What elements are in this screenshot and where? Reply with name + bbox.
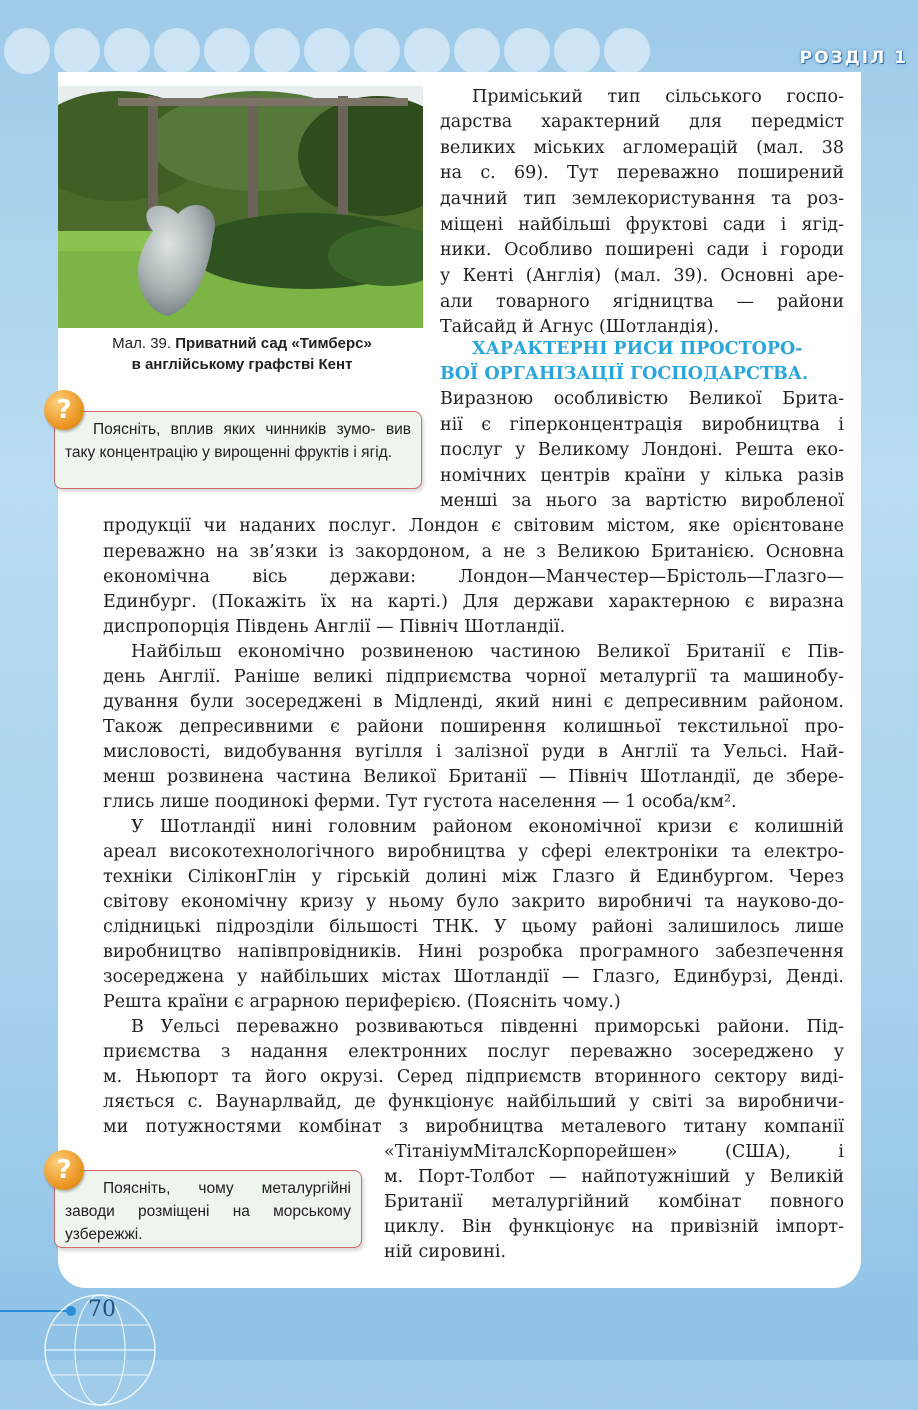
decor-circle — [4, 28, 50, 74]
text-line: ареал високотехнологічного виробництва у сфері електроніки та електро- — [103, 842, 844, 862]
text-line: Единбург. (Покажіть їх на карті.) Для держави характерною є виразна — [103, 592, 844, 612]
text-line: Решта країни є аграрною периферією. (Поясніть чому.) — [103, 992, 621, 1012]
text-line: В Уельсі переважно розвиваються південні приморські райони. Під- — [131, 1017, 844, 1037]
text-line: слідницькі підрозділи більшості ТНК. У цьому районі залишилось лише — [103, 917, 844, 937]
text-line: менш розвинена частина Великої Британії — Північ Шотландії, де збере- — [103, 767, 844, 787]
text-line: Також депресивними є райони поширення колишньої текстильної про- — [103, 717, 844, 737]
question-text: Поясніть, вплив яких чинників зумо- — [93, 421, 376, 438]
text-line: «ТітаніумМіталсКорпорейшен» (США), і — [384, 1142, 844, 1162]
question-text: узбережжі. — [65, 1226, 143, 1243]
text-line: економічна вісь держави: Лондон—Манчестер—Брістоль—Глазго— — [103, 567, 844, 587]
text-line: У Шотландії нині головним районом економічної кризи є колишній — [131, 817, 844, 837]
caption-title-line2: в англійському графстві Кент — [131, 356, 353, 373]
text-line: Найбільш економічно розвиненою частиною Великої Британії є Пів- — [131, 642, 844, 662]
text-line: нії є гіперконцентрація виробництва і — [440, 415, 844, 435]
decor-circle — [404, 28, 450, 74]
text-line: дарства характерний для передміст — [440, 112, 844, 132]
question-text: фруктів і ягід. — [294, 444, 393, 461]
text-line: виробництво напівпровідників. Нині розробка програмного забезпечення — [103, 942, 844, 962]
text-line: Британії металургійний комбінат повного — [384, 1192, 844, 1212]
question-icon: ? — [44, 1150, 84, 1190]
text-line: ній сировині. — [384, 1242, 507, 1262]
text-line: глись лише поодинокі ферми. Тут густота населення — 1 особа/км². — [103, 792, 737, 812]
text-line: продукції чи наданих послуг. Лондон є світовим містом, яке орієнтоване — [103, 516, 844, 536]
text-line: менші за нього за вартістю виробленої — [440, 491, 844, 511]
decor-circle — [604, 28, 650, 74]
text-line: ники. Особливо поширені сади і городи — [440, 240, 844, 260]
text-line: м. Порт-Толбот — найпотужніший у Великій — [384, 1167, 844, 1187]
section-label: РОЗДІЛ 1 — [799, 48, 908, 68]
text-line: диспропорція Південь Англії — Північ Шотландії. — [103, 617, 566, 637]
text-line: день Англії. Раніше великі підприємства чорної металургії та машинобу- — [103, 667, 844, 687]
text-line: Тайсайд й Агнус (Шотландія). — [440, 317, 720, 337]
text-line: циклу. Він функціонує на привізній імпорт- — [384, 1217, 844, 1237]
decor-circle — [304, 28, 350, 74]
text-line: ляється с. Ваунарлвайд, де функціонує найбільший у світі за виробничи- — [103, 1092, 844, 1112]
decor-circle — [254, 28, 300, 74]
text-line: ми потужностями комбінат з виробництва металевого титану компанії — [103, 1117, 844, 1137]
caption-title: Приватний сад «Тимберс» — [175, 335, 372, 352]
section-heading: ВОЇ ОРГАНІЗАЦІЇ ГОСПОДАРСТВА. — [440, 364, 809, 384]
text-line: м. Ньюпорт та його окрузі. Серед підприємств вторинного сектору виді- — [103, 1067, 844, 1087]
question-icon: ? — [44, 390, 84, 430]
question-text: Поясніть, чому металургійні — [103, 1180, 351, 1197]
section-heading: ХАРАКТЕРНІ РИСИ ПРОСТОРО- — [472, 339, 803, 359]
decor-circle — [354, 28, 400, 74]
text-line: на с. 69). Тут переважно поширений — [440, 163, 844, 183]
text-line: приємства з надання електронних послуг переважно зосереджено у — [103, 1042, 844, 1062]
text-line: у Кенті (Англія) (мал. 39). Основні аре- — [440, 266, 844, 286]
text-line: Виразною особливістю Великої Брита- — [440, 389, 844, 409]
decor-circle — [154, 28, 200, 74]
text-line: міщені найбільші фруктові сади і ягід- — [440, 215, 844, 235]
decor-circle — [504, 28, 550, 74]
text-line: Приміський тип сільського госпо- — [472, 87, 844, 107]
text-line: номічних центрів країни у кілька разів — [440, 466, 844, 486]
text-line: зосереджена у найбільших містах Шотландії — Глазго, Единбурзі, Денді. — [103, 967, 844, 987]
caption-prefix: Мал. 39. — [112, 335, 172, 352]
text-line: техніки СіліконГлін у гірській долині між Глазго й Единбургом. Через — [103, 867, 844, 887]
question-text: заводи розміщені на морському — [65, 1203, 351, 1220]
question-box-1 — [54, 411, 422, 489]
question-text: вив таку концентрацію у вирощенні — [65, 421, 411, 461]
header-band — [0, 0, 918, 80]
page-number: 70 — [88, 1297, 116, 1322]
text-line: світову економічну кризу у ньому було закрито виробничі та науково-до- — [103, 892, 844, 912]
garden-photo — [58, 86, 423, 328]
question-box-2 — [54, 1170, 362, 1248]
text-line: дування були зосереджені в Мідленді, який нині є депресивним районом. — [103, 692, 844, 712]
decor-circle — [54, 28, 100, 74]
footer-dot — [66, 1306, 76, 1316]
decor-circle — [104, 28, 150, 74]
text-line: дачний тип землекористування та роз- — [440, 189, 844, 209]
text-line: великих міських агломерацій (мал. 38 — [440, 138, 844, 158]
decor-circle — [554, 28, 600, 74]
text-line: мисловості, видобування вугілля і залізної руди в Англії та Уельсі. Най- — [103, 742, 844, 762]
decor-circle — [454, 28, 500, 74]
decor-circle — [204, 28, 250, 74]
figure-caption — [62, 333, 422, 375]
text-line: али товарного ягідництва — райони — [440, 292, 844, 312]
text-line: переважно на зв’язки із закордоном, а не з Великою Британією. Основна — [103, 542, 844, 562]
text-line: послуг у Великому Лондоні. Решта еко- — [440, 440, 844, 460]
